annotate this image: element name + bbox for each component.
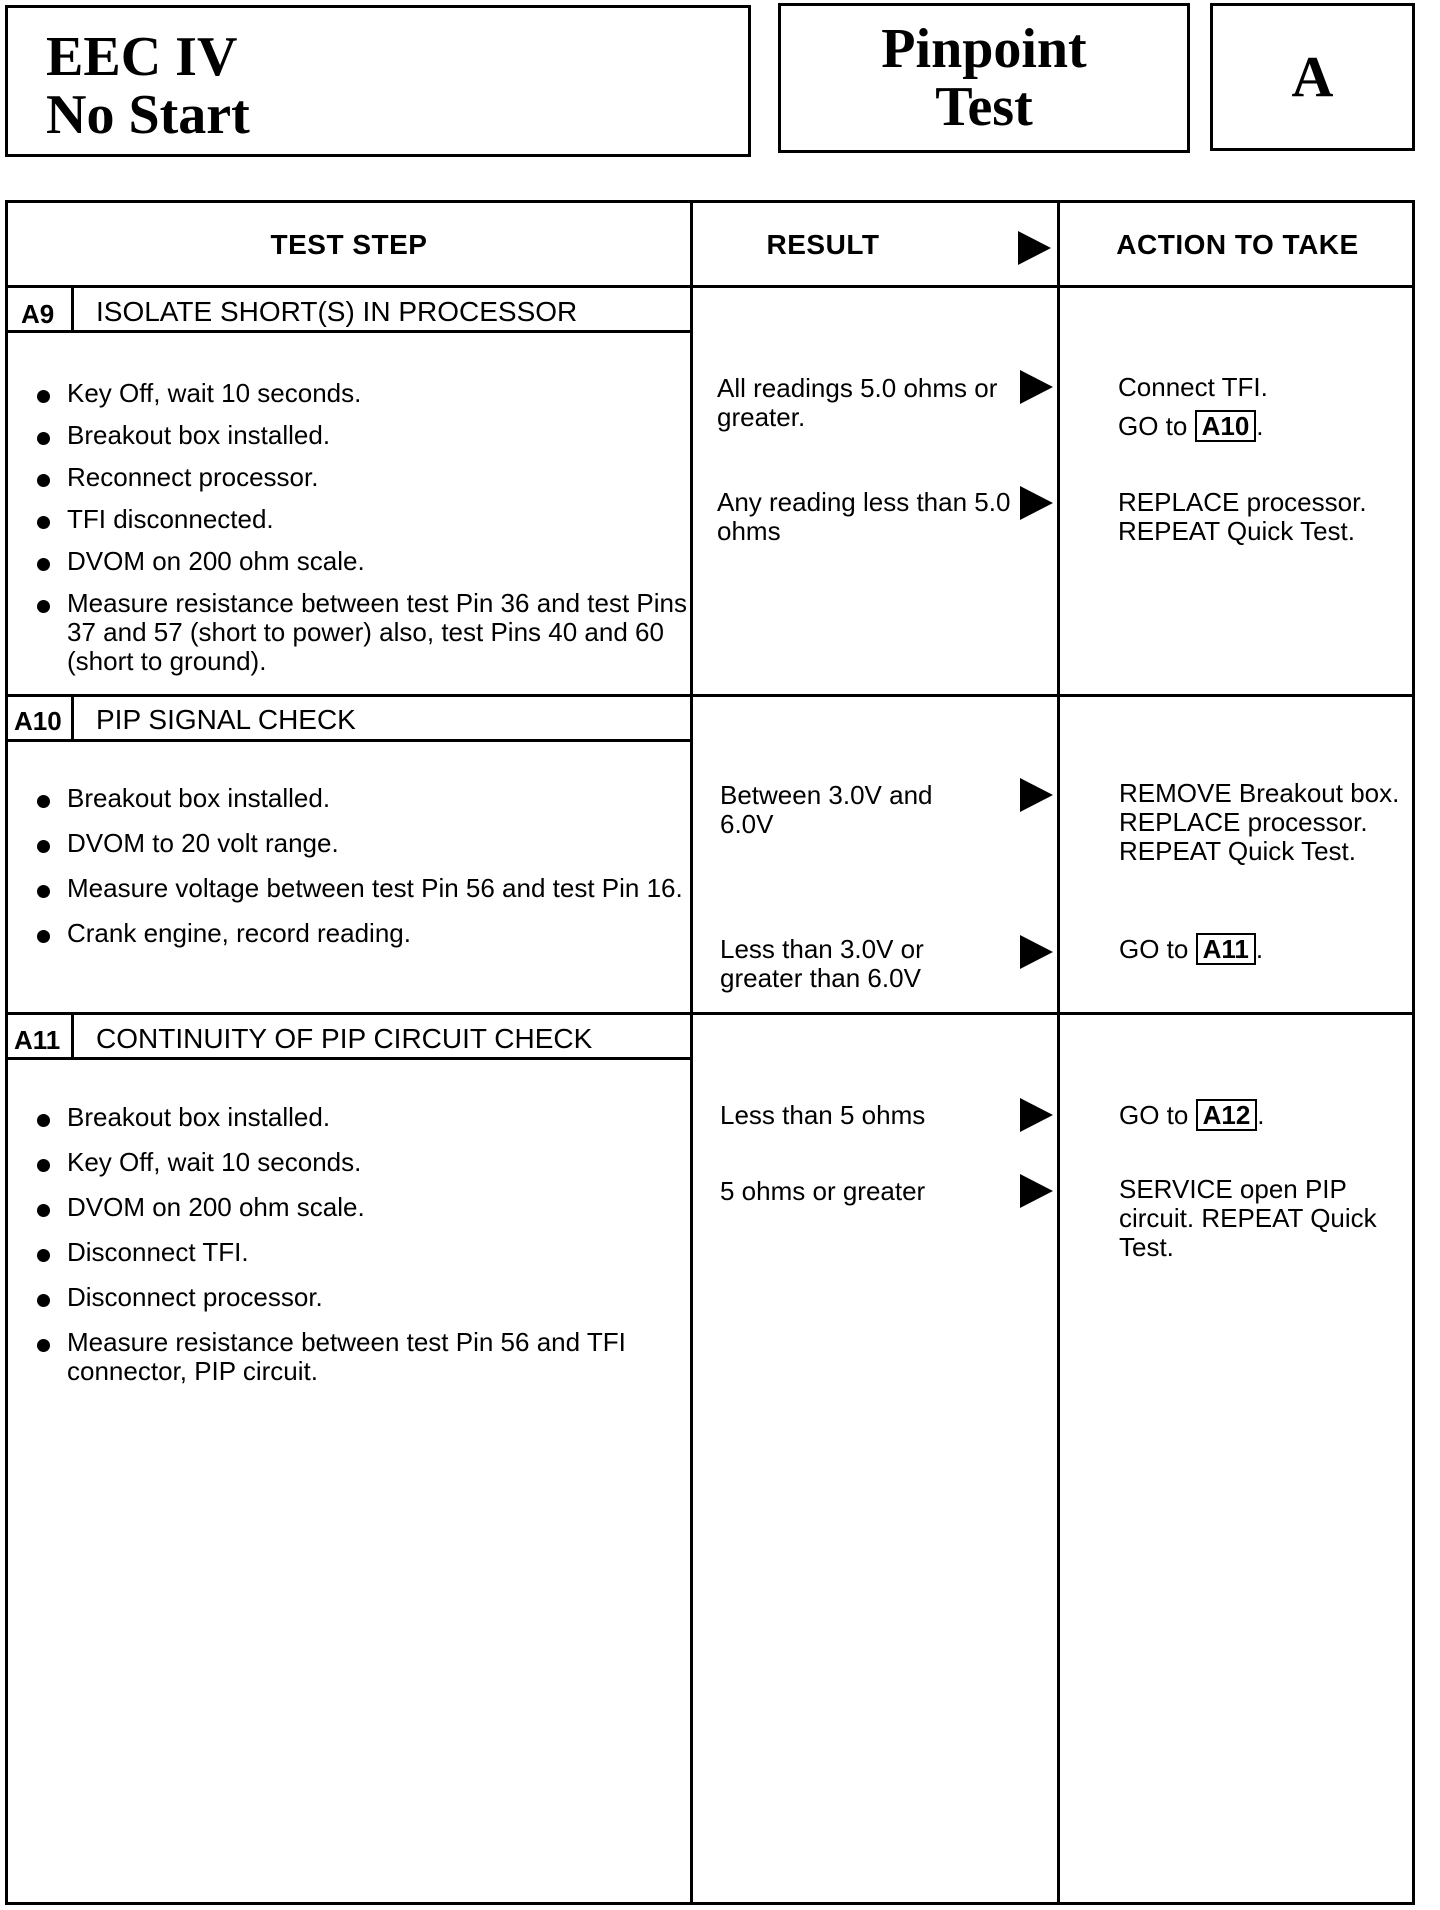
- goto-prefix: GO to: [1119, 1100, 1189, 1130]
- action-a10-2: [1119, 933, 1414, 965]
- result-arrow-icon: [1020, 1098, 1053, 1132]
- step-a9-instructions: [33, 379, 693, 676]
- title-box: [5, 5, 751, 157]
- action-a10-1: REMOVE Breakout box. REPLACE processor. REPEAT Quick Test.: [1119, 778, 1400, 866]
- goto-suffix: .: [1256, 411, 1264, 441]
- step-title-underline: [8, 739, 690, 742]
- list-item: Key Off, wait 10 seconds.: [33, 1148, 693, 1177]
- step-id-divider: [71, 694, 74, 739]
- result-arrow-icon: [1020, 486, 1053, 520]
- result-arrow-icon: [1020, 370, 1053, 404]
- result-a10-1: Between 3.0V and 6.0V: [720, 780, 933, 839]
- result-a9-1: All readings 5.0 ohms or greater.: [717, 373, 998, 432]
- list-item: Measure resistance between test Pin 36 and test Pins 37 and 57 (short to power) also, test Pins 40 and 60 (short to ground).: [33, 589, 693, 676]
- goto-prefix: GO to: [1119, 934, 1189, 964]
- goto-instruction: [1119, 933, 1414, 965]
- title-line-1: EEC IV: [46, 26, 238, 88]
- step-title-a10: PIP SIGNAL CHECK: [96, 704, 356, 735]
- list-item: DVOM on 200 ohm scale.: [33, 547, 693, 576]
- goto-prefix: GO to: [1118, 411, 1188, 441]
- step-title-a11: CONTINUITY OF PIP CIRCUIT CHECK: [96, 1023, 593, 1054]
- list-item: Breakout box installed.: [33, 1103, 693, 1132]
- list-item: Disconnect processor.: [33, 1283, 693, 1312]
- document-title: [46, 28, 250, 144]
- action-text: Connect TFI.: [1118, 372, 1268, 402]
- test-table: [5, 200, 1415, 1905]
- action-a9-2: REPLACE processor. REPEAT Quick Test.: [1118, 487, 1367, 546]
- column-header-action: ACTION TO TAKE: [1116, 229, 1359, 260]
- step-a10-instructions: [33, 784, 693, 948]
- list-item: Crank engine, record reading.: [33, 919, 693, 948]
- test-type-line-2: Test: [935, 76, 1033, 138]
- step-title-underline: [8, 330, 690, 333]
- column-header-test-step: TEST STEP: [270, 229, 428, 260]
- row-divider: [8, 1012, 1412, 1015]
- header-arrow-icon: [1018, 231, 1051, 265]
- result-arrow-icon: [1020, 1174, 1053, 1208]
- result-a11-2: 5 ohms or greater: [720, 1176, 926, 1206]
- action-a11-1: [1119, 1099, 1414, 1131]
- list-item: Key Off, wait 10 seconds.: [33, 379, 693, 408]
- result-a11-1: Less than 5 ohms: [720, 1100, 926, 1130]
- test-letter-box: [1210, 3, 1415, 151]
- list-item: DVOM on 200 ohm scale.: [33, 1193, 693, 1222]
- result-a10-2: Less than 3.0V or greater than 6.0V: [720, 934, 924, 993]
- list-item: Disconnect TFI.: [33, 1238, 693, 1267]
- action-a9-1: [1118, 373, 1413, 442]
- test-type-box: [778, 3, 1190, 153]
- result-arrow-icon: [1020, 778, 1053, 812]
- list-item: Breakout box installed.: [33, 421, 693, 450]
- result-a9-2: Any reading less than 5.0 ohms: [717, 487, 1011, 546]
- test-type-line-1: Pinpoint: [881, 18, 1087, 80]
- row-divider: [8, 694, 1412, 697]
- step-id-divider: [71, 285, 74, 330]
- step-ref-a11[interactable]: A11: [1196, 933, 1256, 965]
- step-title-underline: [8, 1057, 690, 1060]
- list-item: Measure resistance between test Pin 56 and TFI connector, PIP circuit.: [33, 1328, 693, 1386]
- step-id-a10: A10: [14, 706, 62, 736]
- test-letter: A: [1291, 44, 1334, 109]
- title-line-2: No Start: [46, 84, 250, 146]
- step-id-divider: [71, 1012, 74, 1057]
- step-ref-a10[interactable]: A10: [1195, 410, 1257, 442]
- list-item: DVOM to 20 volt range.: [33, 829, 693, 858]
- header-divider: [8, 285, 1412, 288]
- column-divider-2: [1057, 203, 1060, 1902]
- test-type-title: [781, 20, 1187, 136]
- step-id-a9: A9: [21, 299, 55, 329]
- step-a11-instructions: [33, 1103, 693, 1386]
- list-item: TFI disconnected.: [33, 505, 693, 534]
- step-id-a11: A11: [14, 1025, 61, 1055]
- goto-instruction: [1118, 410, 1413, 442]
- goto-suffix: .: [1257, 1100, 1265, 1130]
- list-item: Measure voltage between test Pin 56 and test Pin 16.: [33, 874, 693, 903]
- action-a11-2: SERVICE open PIP circuit. REPEAT Quick Test.: [1119, 1174, 1377, 1262]
- goto-instruction: [1119, 1099, 1414, 1131]
- result-arrow-icon: [1020, 935, 1053, 969]
- step-ref-a12[interactable]: A12: [1196, 1099, 1258, 1131]
- list-item: Reconnect processor.: [33, 463, 693, 492]
- step-title-a9: ISOLATE SHORT(S) IN PROCESSOR: [96, 296, 578, 327]
- goto-suffix: .: [1255, 934, 1264, 964]
- list-item: Breakout box installed.: [33, 784, 693, 813]
- column-header-result: RESULT: [766, 229, 880, 260]
